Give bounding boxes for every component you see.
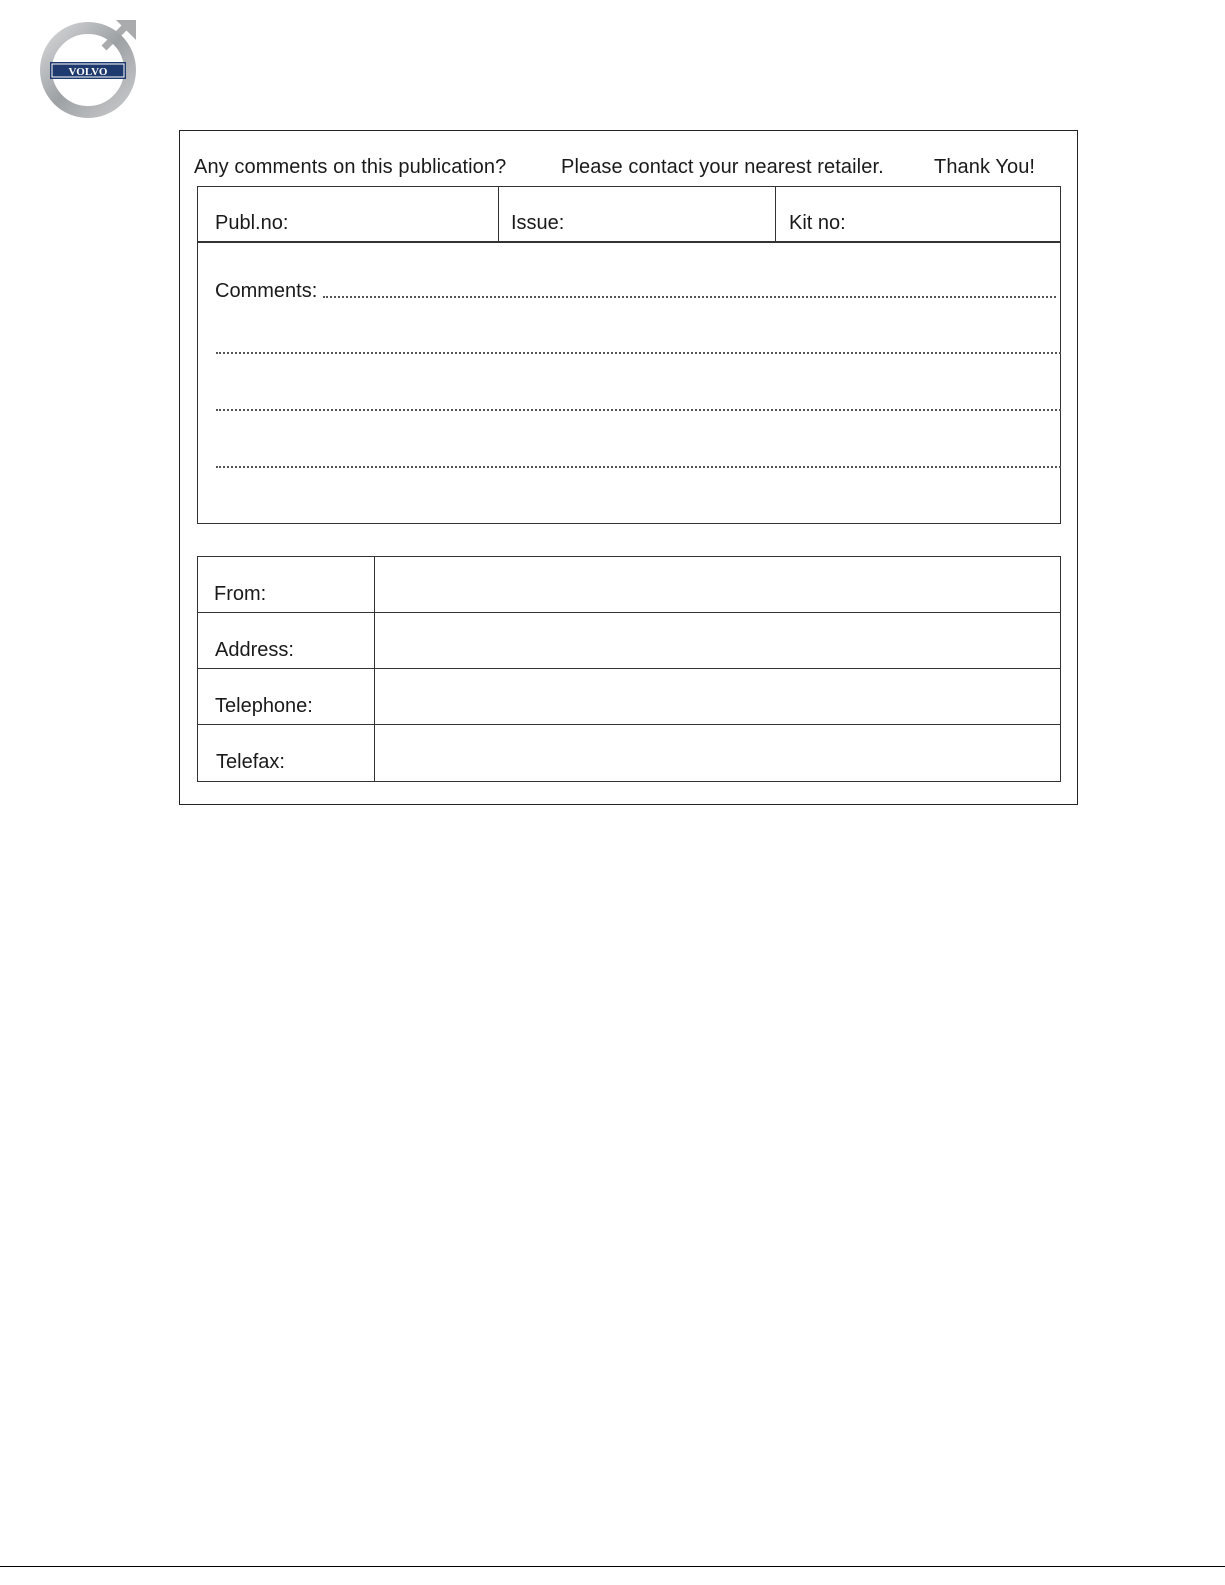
comments-line[interactable] bbox=[216, 409, 1061, 411]
volvo-logo bbox=[36, 18, 140, 122]
comments-label: Comments: bbox=[215, 280, 318, 302]
publ-no-field[interactable]: Publ.no: bbox=[215, 212, 289, 234]
logo-wordmark: VOLVO bbox=[68, 66, 108, 78]
row-divider bbox=[197, 668, 1061, 669]
from-label: From: bbox=[214, 583, 267, 605]
telephone-label: Telephone: bbox=[215, 695, 313, 717]
field-divider bbox=[775, 186, 776, 243]
comments-line[interactable] bbox=[323, 296, 1056, 298]
row-divider bbox=[197, 612, 1061, 613]
reference-fields-row bbox=[197, 186, 1061, 243]
comments-line[interactable] bbox=[216, 466, 1061, 468]
address-field[interactable] bbox=[376, 614, 1059, 667]
column-divider bbox=[374, 556, 375, 782]
page-bottom-rule bbox=[0, 1566, 1225, 1567]
volvo-iron-mark-icon bbox=[36, 18, 140, 122]
telefax-label: Telefax: bbox=[216, 751, 285, 773]
field-divider bbox=[498, 186, 499, 243]
row-divider bbox=[197, 724, 1061, 725]
telephone-field[interactable] bbox=[376, 670, 1059, 723]
comments-box bbox=[197, 241, 1061, 524]
issue-field[interactable]: Issue: bbox=[511, 212, 565, 234]
intro-thanks: Thank You! bbox=[934, 156, 1036, 178]
kit-no-field[interactable]: Kit no: bbox=[789, 212, 846, 234]
from-field[interactable] bbox=[376, 558, 1059, 611]
intro-contact: Please contact your nearest retailer. bbox=[561, 156, 884, 178]
address-label: Address: bbox=[215, 639, 294, 661]
comments-line[interactable] bbox=[216, 352, 1061, 354]
intro-question: Any comments on this publication? bbox=[194, 156, 507, 178]
telefax-field[interactable] bbox=[376, 726, 1059, 780]
